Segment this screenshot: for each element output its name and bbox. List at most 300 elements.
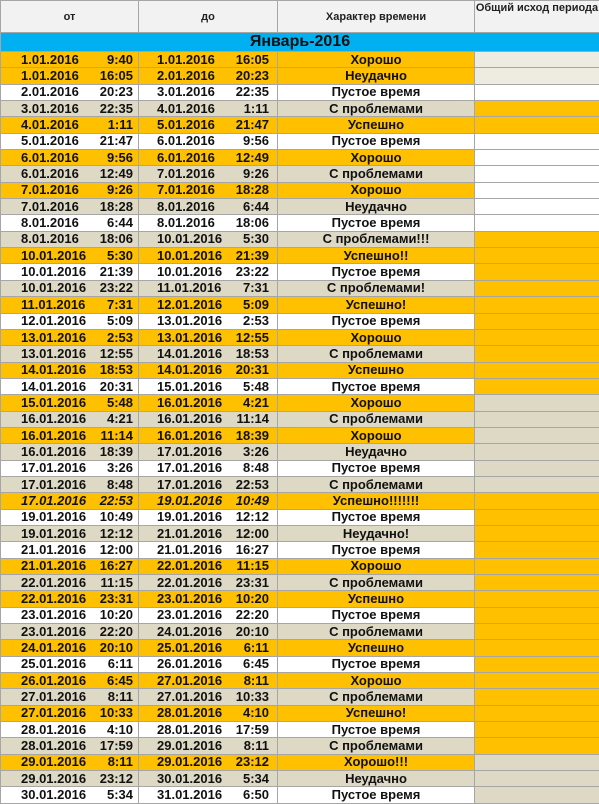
kind-cell[interactable]: С проблемами [278,624,475,640]
from-time: 10:49 [99,509,133,525]
from-time: 16:05 [99,68,133,84]
to-cell[interactable] [139,411,278,427]
to-date: 27.01.2016 [157,672,223,688]
from-cell[interactable] [1,117,139,133]
outcome-cell[interactable] [475,607,599,623]
to-cell[interactable] [139,493,278,509]
from-cell[interactable] [1,591,139,607]
from-cell[interactable] [1,427,139,443]
from-date: 6.01.2016 [21,149,79,165]
month-row [1,33,599,52]
kind-cell[interactable]: Хорошо [278,673,475,689]
outcome-cell[interactable] [475,378,599,394]
to-time: 4:21 [242,394,269,410]
to-time: 20:31 [235,362,269,378]
from-time: 10:20 [99,607,133,623]
kind-cell[interactable]: С проблемами!!! [278,231,475,247]
to-cell[interactable] [139,444,278,460]
to-time: 3:26 [242,443,269,459]
from-cell[interactable] [1,346,139,362]
table-row [1,117,599,133]
outcome-cell[interactable] [475,705,599,721]
to-date: 17.01.2016 [157,460,223,476]
table-row [1,656,599,672]
kind-cell[interactable]: С проблемами! [278,280,475,296]
kind-cell[interactable]: Пустое время [278,378,475,394]
kind-cell[interactable]: Пустое время [278,215,475,231]
from-cell[interactable] [1,199,139,215]
to-time: 21:47 [235,117,269,133]
to-date: 13.01.2016 [157,329,223,345]
from-time: 22:53 [99,492,133,508]
from-cell[interactable] [1,84,139,100]
to-date: 29.01.2016 [157,754,223,770]
outcome-cell[interactable] [475,558,599,574]
from-time: 20:31 [99,378,133,394]
from-cell[interactable] [1,182,139,198]
to-date: 8.01.2016 [157,215,215,231]
outcome-cell[interactable] [475,395,599,411]
outcome-cell[interactable] [475,231,599,247]
to-date: 13.01.2016 [157,313,223,329]
from-cell[interactable] [1,133,139,149]
to-date: 16.01.2016 [157,411,223,427]
to-date: 17.01.2016 [157,476,223,492]
to-cell[interactable] [139,787,278,803]
outcome-cell[interactable] [475,68,599,84]
to-time: 22:53 [235,476,269,492]
outcome-cell[interactable] [475,787,599,803]
to-cell[interactable] [139,771,278,787]
outcome-cell[interactable] [475,575,599,591]
table-row [1,411,599,427]
outcome-cell[interactable] [475,591,599,607]
outcome-cell[interactable] [475,754,599,770]
from-cell[interactable] [1,297,139,313]
to-cell[interactable] [139,150,278,166]
outcome-cell[interactable] [475,738,599,754]
outcome-cell[interactable] [475,656,599,672]
to-time: 17:59 [235,721,269,737]
to-cell[interactable] [139,624,278,640]
to-cell[interactable] [139,346,278,362]
outcome-cell[interactable] [475,476,599,492]
kind-cell[interactable]: Успешно!! [278,248,475,264]
from-cell[interactable] [1,754,139,770]
from-cell[interactable] [1,722,139,738]
kind-cell[interactable]: Успешно [278,117,475,133]
outcome-cell[interactable] [475,771,599,787]
to-date: 22.01.2016 [157,574,223,590]
from-time: 12:55 [99,345,133,361]
kind-cell[interactable]: Пустое время [278,460,475,476]
outcome-cell[interactable] [475,640,599,656]
from-date: 19.01.2016 [21,509,87,525]
from-date: 8.01.2016 [21,231,79,247]
from-cell[interactable] [1,395,139,411]
table-row [1,133,599,149]
to-cell[interactable] [139,248,278,264]
to-cell[interactable] [139,460,278,476]
outcome-cell[interactable] [475,313,599,329]
kind-cell[interactable]: Хорошо [278,558,475,574]
outcome-cell[interactable] [475,460,599,476]
kind-cell[interactable]: С проблемами [278,411,475,427]
to-time: 5:48 [242,378,269,394]
to-date: 7.01.2016 [157,166,215,182]
from-cell[interactable] [1,248,139,264]
from-date: 25.01.2016 [21,656,87,672]
kind-cell[interactable]: Пустое время [278,542,475,558]
table-row [1,166,599,182]
outcome-cell[interactable] [475,215,599,231]
to-cell[interactable] [139,640,278,656]
to-cell[interactable] [139,395,278,411]
kind-cell[interactable]: С проблемами [278,476,475,492]
to-cell[interactable] [139,231,278,247]
kind-cell[interactable]: Успешно! [278,297,475,313]
to-cell[interactable] [139,264,278,280]
to-cell[interactable] [139,591,278,607]
outcome-cell[interactable] [475,411,599,427]
from-cell[interactable] [1,771,139,787]
to-time: 20:10 [235,623,269,639]
from-time: 9:56 [106,149,133,165]
from-cell[interactable] [1,705,139,721]
from-time: 9:26 [106,182,133,198]
table-row [1,705,599,721]
from-time: 6:44 [106,215,133,231]
to-time: 8:11 [243,672,269,688]
to-time: 9:56 [242,133,269,149]
from-cell[interactable] [1,656,139,672]
to-time: 16:05 [235,51,269,67]
to-date: 28.01.2016 [157,721,223,737]
to-cell[interactable] [139,329,278,345]
outcome-cell[interactable] [475,362,599,378]
table-row [1,395,599,411]
from-cell[interactable] [1,68,139,84]
outcome-cell[interactable] [475,264,599,280]
to-time: 18:28 [235,182,269,198]
to-cell[interactable] [139,313,278,329]
kind-cell[interactable]: Успешно [278,640,475,656]
from-date: 6.01.2016 [21,166,79,182]
kind-cell[interactable]: Неудачно [278,68,475,84]
kind-cell[interactable]: Хорошо [278,150,475,166]
kind-cell[interactable]: Пустое время [278,656,475,672]
kind-cell[interactable]: С проблемами [278,689,475,705]
from-cell[interactable] [1,378,139,394]
from-time: 23:31 [99,591,133,607]
outcome-cell[interactable] [475,722,599,738]
from-cell[interactable] [1,166,139,182]
table-row [1,84,599,100]
from-cell[interactable] [1,101,139,117]
to-time: 12:55 [235,329,269,345]
from-cell[interactable] [1,444,139,460]
outcome-cell[interactable] [475,689,599,705]
from-cell[interactable] [1,624,139,640]
table-row [1,362,599,378]
outcome-cell[interactable] [475,493,599,509]
outcome-cell[interactable] [475,525,599,541]
outcome-cell[interactable] [475,117,599,133]
to-time: 10:20 [235,591,269,607]
from-time: 18:28 [99,198,133,214]
from-date: 27.01.2016 [21,689,87,705]
outcome-cell[interactable] [475,427,599,443]
from-date: 13.01.2016 [21,329,87,345]
from-cell[interactable] [1,607,139,623]
to-date: 26.01.2016 [157,656,223,672]
to-cell[interactable] [139,280,278,296]
kind-cell[interactable]: Хорошо [278,182,475,198]
to-date: 21.01.2016 [157,541,223,557]
kind-cell[interactable]: Хорошо [278,329,475,345]
from-date: 4.01.2016 [21,117,79,133]
from-cell[interactable] [1,460,139,476]
table-row [1,297,599,313]
from-time: 22:35 [99,100,133,116]
from-time: 1:11 [107,117,133,133]
from-time: 3:26 [106,460,133,476]
from-cell[interactable] [1,673,139,689]
kind-cell[interactable]: Хорошо [278,52,475,68]
kind-cell[interactable]: Пустое время [278,509,475,525]
table-row [1,493,599,509]
from-cell[interactable] [1,150,139,166]
kind-cell[interactable]: Успешно [278,362,475,378]
outcome-cell[interactable] [475,166,599,182]
outcome-cell[interactable] [475,248,599,264]
from-cell[interactable] [1,689,139,705]
kind-cell[interactable]: С проблемами [278,575,475,591]
from-time: 11:14 [100,427,133,443]
from-time: 5:09 [106,313,133,329]
to-cell[interactable] [139,427,278,443]
to-time: 22:35 [235,84,269,100]
table-row [1,640,599,656]
from-cell[interactable] [1,525,139,541]
from-cell[interactable] [1,542,139,558]
kind-cell[interactable]: Пустое время [278,722,475,738]
from-cell[interactable] [1,476,139,492]
to-cell[interactable] [139,117,278,133]
kind-cell[interactable]: Неудачно [278,444,475,460]
from-cell[interactable] [1,52,139,68]
to-cell[interactable] [139,182,278,198]
outcome-cell[interactable] [475,444,599,460]
to-cell[interactable] [139,52,278,68]
outcome-cell[interactable] [475,199,599,215]
header-to[interactable]: до [139,1,278,33]
to-time: 7:31 [242,280,269,296]
to-date: 16.01.2016 [157,394,223,410]
to-date: 6.01.2016 [157,149,215,165]
to-date: 8.01.2016 [157,198,215,214]
to-cell[interactable] [139,705,278,721]
from-time: 18:53 [99,362,133,378]
kind-cell[interactable]: Неудачно! [278,525,475,541]
to-date: 4.01.2016 [157,100,215,116]
from-date: 27.01.2016 [21,705,87,721]
from-date: 1.01.2016 [21,51,79,67]
to-date: 1.01.2016 [157,51,215,67]
from-cell[interactable] [1,280,139,296]
to-cell[interactable] [139,215,278,231]
kind-cell[interactable]: Пустое время [278,313,475,329]
to-cell[interactable] [139,362,278,378]
outcome-cell[interactable] [475,133,599,149]
from-cell[interactable] [1,738,139,754]
to-cell[interactable] [139,166,278,182]
kind-cell[interactable]: Неудачно [278,771,475,787]
from-cell[interactable] [1,313,139,329]
outcome-cell[interactable] [475,346,599,362]
from-time: 5:30 [106,247,133,263]
header-row [1,1,599,33]
kind-cell[interactable]: Хорошо!!! [278,754,475,770]
outcome-cell[interactable] [475,673,599,689]
to-time: 2:53 [242,313,269,329]
from-time: 12:49 [99,166,133,182]
to-time: 8:11 [243,738,269,754]
to-date: 17.01.2016 [157,443,223,459]
outcome-cell[interactable] [475,101,599,117]
from-time: 23:12 [99,770,133,786]
from-date: 13.01.2016 [21,345,87,361]
kind-cell[interactable]: Пустое время [278,607,475,623]
to-date: 27.01.2016 [157,689,223,705]
to-cell[interactable] [139,68,278,84]
outcome-cell[interactable] [475,84,599,100]
to-cell[interactable] [139,689,278,705]
to-date: 3.01.2016 [157,84,215,100]
from-time: 5:34 [106,787,133,803]
to-cell[interactable] [139,297,278,313]
table-row [1,427,599,443]
kind-cell[interactable]: С проблемами [278,346,475,362]
kind-cell[interactable]: Хорошо [278,395,475,411]
month-title[interactable]: Январь-2016 [1,33,599,52]
header-outcome[interactable]: Общий исход периода [475,1,599,33]
to-cell[interactable] [139,476,278,492]
outcome-cell[interactable] [475,280,599,296]
to-time: 5:30 [242,231,269,247]
outcome-cell[interactable] [475,542,599,558]
to-cell[interactable] [139,509,278,525]
kind-cell[interactable]: Хорошо [278,427,475,443]
outcome-cell[interactable] [475,509,599,525]
to-time: 22:20 [235,607,269,623]
from-cell[interactable] [1,362,139,378]
kind-cell[interactable]: Пустое время [278,133,475,149]
kind-cell[interactable]: Пустое время [278,264,475,280]
from-cell[interactable] [1,411,139,427]
from-cell[interactable] [1,575,139,591]
to-date: 21.01.2016 [157,525,223,541]
to-cell[interactable] [139,133,278,149]
to-time: 18:53 [235,345,269,361]
to-time: 5:09 [242,296,269,312]
from-date: 2.01.2016 [21,84,79,100]
to-cell[interactable] [139,525,278,541]
from-date: 26.01.2016 [21,672,87,688]
from-cell[interactable] [1,231,139,247]
to-time: 11:15 [236,558,269,574]
from-date: 10.01.2016 [21,247,87,263]
kind-cell[interactable]: Неудачно [278,199,475,215]
from-time: 21:39 [99,264,133,280]
outcome-cell[interactable] [475,52,599,68]
kind-cell[interactable]: Пустое время [278,84,475,100]
from-time: 8:11 [107,689,133,705]
table-row [1,280,599,296]
to-cell[interactable] [139,607,278,623]
from-cell[interactable] [1,493,139,509]
to-cell[interactable] [139,656,278,672]
outcome-cell[interactable] [475,329,599,345]
header-kind[interactable]: Характер времени [278,1,475,33]
to-cell[interactable] [139,575,278,591]
to-cell[interactable] [139,722,278,738]
to-time: 23:12 [235,754,269,770]
to-cell[interactable] [139,84,278,100]
from-time: 12:12 [99,525,133,541]
kind-cell[interactable]: Успешно! [278,705,475,721]
from-cell[interactable] [1,558,139,574]
to-cell[interactable] [139,101,278,117]
outcome-cell[interactable] [475,624,599,640]
table-row [1,722,599,738]
to-time: 9:26 [242,166,269,182]
from-cell[interactable] [1,787,139,803]
to-date: 22.01.2016 [157,558,223,574]
from-cell[interactable] [1,329,139,345]
kind-cell[interactable]: С проблемами [278,101,475,117]
from-cell[interactable] [1,215,139,231]
header-from[interactable]: от [1,1,139,33]
outcome-cell[interactable] [475,297,599,313]
from-date: 30.01.2016 [21,787,87,803]
kind-cell[interactable]: Успешно!!!!!!! [278,493,475,509]
to-time: 23:22 [235,264,269,280]
from-cell[interactable] [1,264,139,280]
to-cell[interactable] [139,378,278,394]
from-time: 6:11 [107,656,133,672]
kind-cell[interactable]: Успешно [278,591,475,607]
outcome-cell[interactable] [475,150,599,166]
to-date: 19.01.2016 [157,509,223,525]
kind-cell[interactable]: Пустое время [278,787,475,803]
to-cell[interactable] [139,754,278,770]
to-cell[interactable] [139,673,278,689]
to-cell[interactable] [139,542,278,558]
to-time: 21:39 [235,247,269,263]
outcome-cell[interactable] [475,182,599,198]
to-date: 19.01.2016 [157,492,223,508]
to-cell[interactable] [139,738,278,754]
kind-cell[interactable]: С проблемами [278,166,475,182]
from-time: 22:20 [99,623,133,639]
to-cell[interactable] [139,199,278,215]
to-time: 6:45 [242,656,269,672]
kind-cell[interactable]: С проблемами [278,738,475,754]
to-cell[interactable] [139,558,278,574]
from-cell[interactable] [1,640,139,656]
from-cell[interactable] [1,509,139,525]
